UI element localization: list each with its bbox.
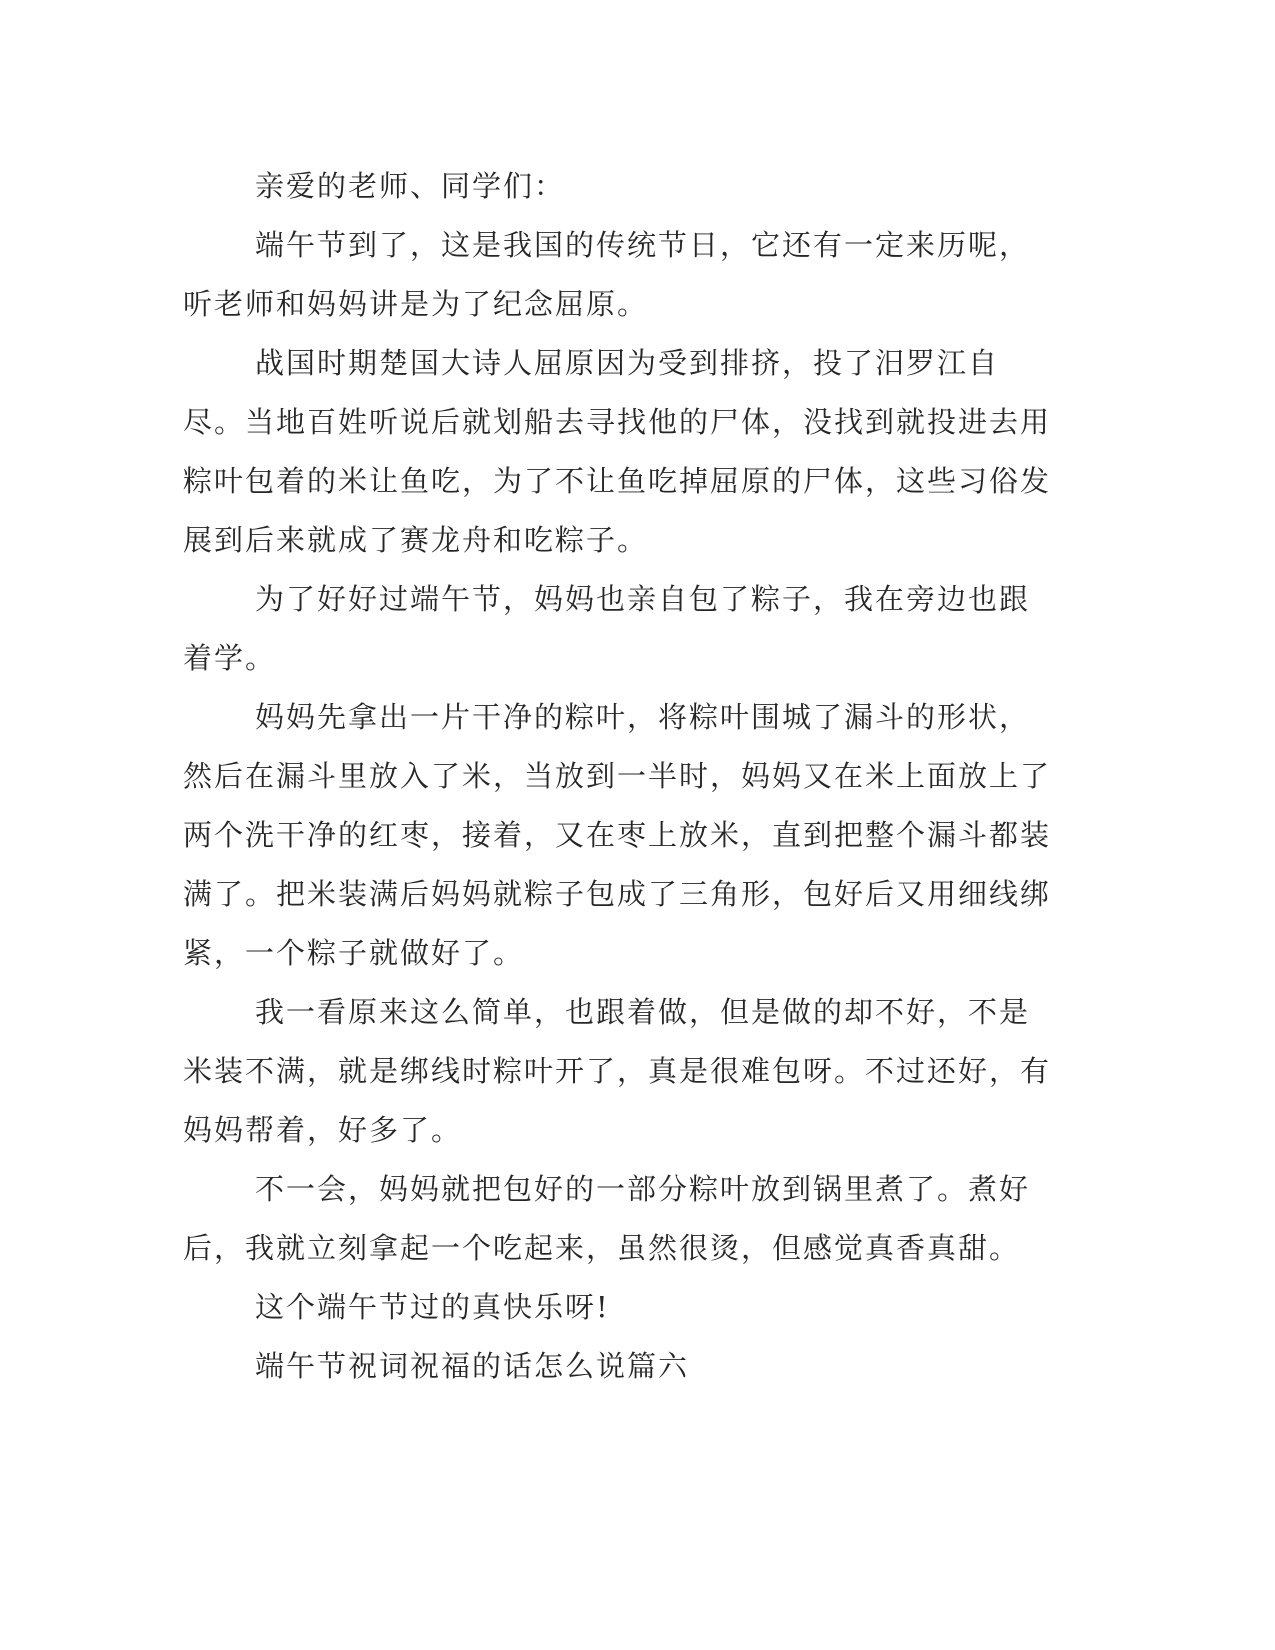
paragraph: 妈妈先拿出一片干净的粽叶，将粽叶围城了漏斗的形状，然后在漏斗里放入了米，当放到一半时，妈妈又在米上面放上了两个洗干净的红枣，接着，又在枣上放米，直到把整个漏斗都装满了。把米装满后妈妈就粽子包成了三角形，包好后又用细线绑紧，一个粽子就做好了。 <box>183 700 1052 970</box>
paragraph: 不一会，妈妈就把包好的一部分粽叶放到锅里煮了。煮好后，我就立刻拿起一个吃起来，虽然很烫，但感觉真香真甜。 <box>183 1172 1031 1265</box>
paragraph: 这个端午节过的真快乐呀! <box>255 1290 610 1324</box>
document-body <box>183 157 1059 1396</box>
paragraph: 端午节到了，这是我国的传统节日，它还有一定来历呢，听老师和妈妈讲是为了纪念屈原。 <box>183 228 1031 321</box>
paragraph: 为了好好过端午节，妈妈也亲自包了粽子，我在旁边也跟着学。 <box>183 582 1031 675</box>
section-heading: 端午节祝词祝福的话怎么说篇六 <box>255 1349 690 1383</box>
paragraph: 战国时期楚国大诗人屈原因为受到排挤，投了汨罗江自尽。当地百姓听说后就划船去寻找他的尸体，没找到就投进去用粽叶包着的米让鱼吃，为了不让鱼吃掉屈原的尸体，这些习俗发展到后来就成了赛龙舟和吃粽子。 <box>183 346 1052 557</box>
paragraph-greeting: 亲爱的老师、同学们： <box>255 169 566 203</box>
paragraph: 我一看原来这么简单，也跟着做，但是做的却不好，不是米装不满，就是绑线时粽叶开了，真是很难包呀。不过还好，有妈妈帮着，好多了。 <box>183 995 1052 1147</box>
